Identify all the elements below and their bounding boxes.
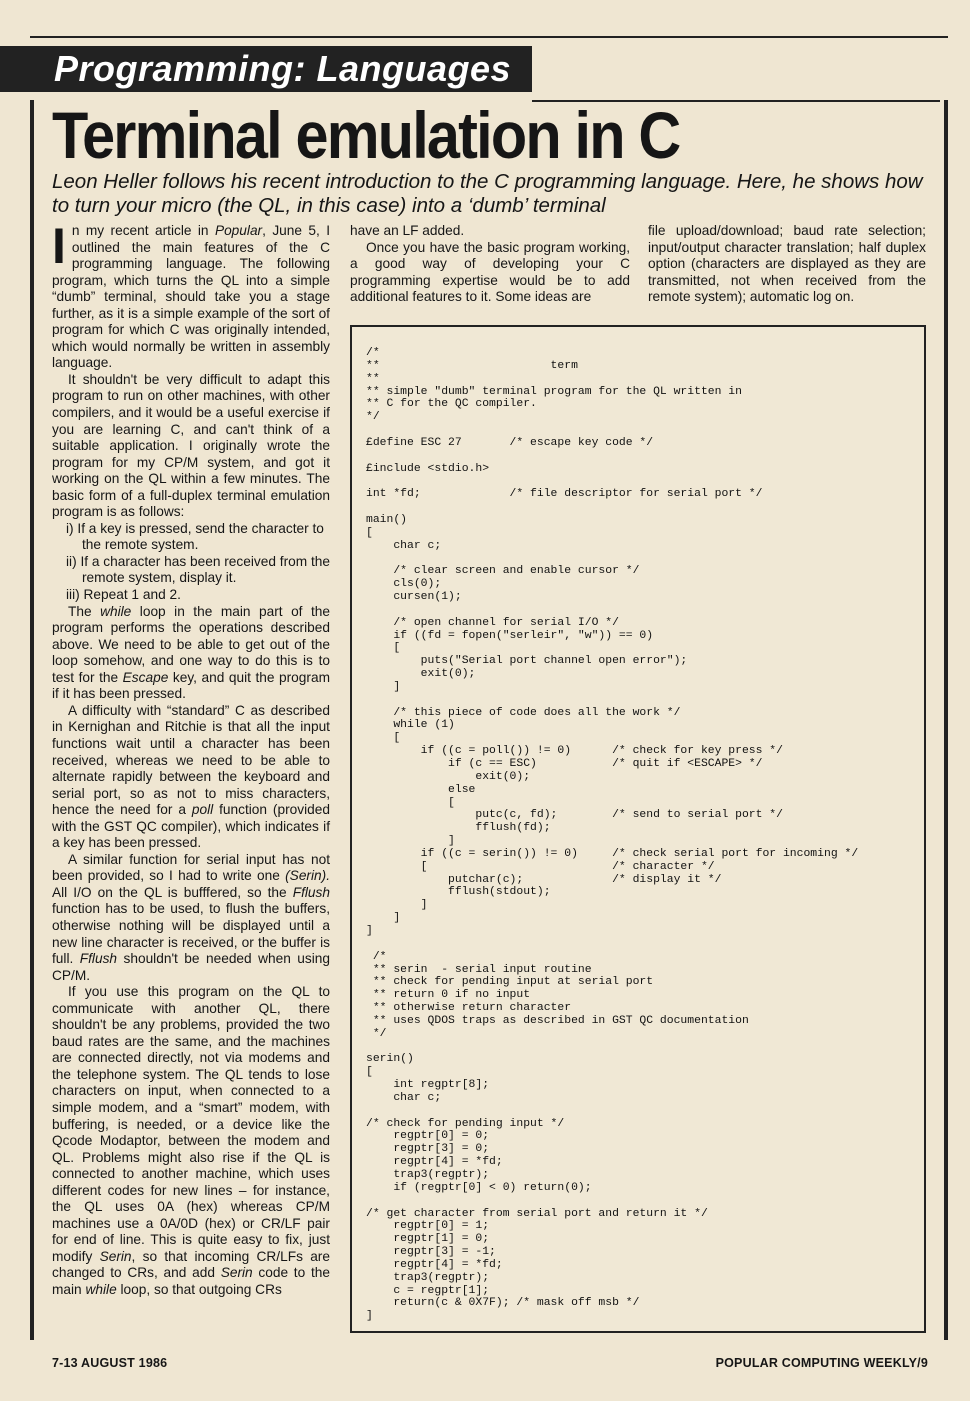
right-border-rule: [944, 100, 948, 1340]
paragraph-intro: [52, 218, 330, 372]
section-banner: Programming: Languages: [0, 46, 532, 92]
headline: Terminal emulation in C: [52, 98, 680, 172]
article-column-1: [52, 218, 331, 1299]
paragraph: [52, 604, 330, 703]
paragraph: [52, 703, 330, 852]
text-run: If you use this program on the QL to communicate with another QL, there shouldn't be any problems, provided the two baud rates are the same, and the machines are connected directly, not via modems and the telephone system. The QL tends to lose characters on input, when connected to a simple modem, and a “smart” modem, with buffering, is needed, or a device like the Qcode Modaptor, between the modem and QL. Problems might also rise if the QL is connected to another machine, which uses different codes for new lines – for instance, the QL uses 0A (hex) whereas CP/M machines use a 0A/0D (hex) or CR/LF pair for end of line. This is quite easy to fix, just modify: [52, 984, 330, 1264]
footer-publication: POPULAR COMPUTING WEEKLY/9: [715, 1356, 928, 1370]
article-column-3: [648, 223, 926, 306]
text-run: The: [68, 603, 101, 619]
article-column-2: [350, 223, 630, 306]
steps-list: [52, 521, 330, 604]
paragraph: [52, 852, 330, 984]
drop-cap: I: [52, 218, 66, 274]
text-run-italic: Serin: [220, 1265, 253, 1281]
standfirst: Leon Heller follows his recent introduction to the C programming language. Here, he shows how to turn your micro (the QL, in this case) into a ‘dumb’ terminal: [52, 170, 923, 217]
top-rule: [30, 36, 948, 38]
paragraph: file upload/download; baud rate selection; input/output character translation; half duplex option (characters are displayed as they are transmitted, not when received from the remote system); automatic log on.: [648, 223, 926, 305]
text-run: All I/O on the QL is bufffered, so the: [52, 884, 293, 900]
text-run-italic: Popular: [214, 223, 263, 238]
text-run: A similar function for serial input has not been provided, so I had to write one: [52, 851, 330, 884]
text-run: function has to be used, to flush the buffers, otherwise nothing will be displayed until a new line character is received, or the buffer is full.: [52, 901, 330, 967]
paragraph: Once you have the basic program working, a good way of developing your C programming expertise would be to add additional features to it. Some ideas are: [350, 239, 630, 305]
text-run-italic: Escape: [122, 669, 169, 685]
code-listing-box: [350, 325, 926, 1333]
paragraph: It shouldn't be very difficult to adapt this program to run on other machines, with other compilers, and it would be a useful exercise if you are learning C, and can't think of a suitable application. I originally wrote the program for my CP/M system, and got it working on the QL within a few minutes. The basic form of a full-duplex terminal emulation program is as follows:: [52, 371, 330, 520]
text-run-italic: while: [85, 1282, 117, 1297]
text-run: n my recent article in: [71, 223, 215, 238]
text-run-italic: poll: [191, 802, 214, 818]
footer-date: 7-13 AUGUST 1986: [52, 1356, 168, 1370]
list-item: i) If a key is pressed, send the character to the remote system.: [66, 520, 324, 553]
paragraph: have an LF added.: [350, 223, 465, 238]
list-item: iii) Repeat 1 and 2.: [66, 587, 181, 603]
code-listing: /* ** term ** ** simple "dumb" terminal program for the QL written in ** C for the QC compiler. */ £define ESC 27 /* escape key code */ £include <stdio.h> int *fd; /* file descriptor for serial port */ main() [ char c; /* clear screen and enable cursor */ cls(0); cursen(1); /* open channel for serial I/O */ if ((fd = fopen("serleir", "w")) == 0) [ puts("Serial port channel open error"); exit(0); ] /* this piece of code does all the work */ while (1) [ if ((c = poll()) != 0) /* check for key press */ if (c == ESC) /* quit if <ESCAPE> */ exit(0); else [ putc(c, fd); /* send to serial port */ fflush(fd); ] if ((c = serin()) != 0) /* check serial port for incoming */ [ /* character */ putchar(c); /* display it */ fflush(stdout); ] ] ] /* ** serin - serial input routine ** check for pending input at serial port ** return 0 if no input ** otherwise return character ** uses QDOS traps as described in GST QC documentation */ serin() [ int regptr[8]; char c; /* check for pending input */ regptr[0] = 0; regptr[3] = 0; regptr[4] = *fd; trap3(regptr); if (regptr[0] < 0) return(0); /* get character from serial port and return it */ regptr[0] = 1; regptr[1] = 0; regptr[3] = -1; regptr[4] = *fd; trap3(regptr); c = regptr[1]; return(c & 0X7F); /* mask off msb */ ]: [366, 347, 859, 1323]
text-run: , June 5, I outlined the main features of the C programming language. The following program, which turns the QL into a simple “dumb” terminal, should take you a stage further, as it is a simple example of the sort of program for which C was originally intended, which would normally be written in assembly language.: [52, 223, 330, 371]
text-run: function (provided with the GST QC compiler), which indicates if a key has been pressed.: [52, 802, 330, 851]
text-run-italic: Serin: [99, 1248, 132, 1264]
left-border-rule: [30, 100, 34, 1340]
text-run-italic: (Serin).: [285, 868, 330, 884]
paragraph: [52, 984, 330, 1298]
text-run: code to the main: [52, 1265, 330, 1297]
text-run: , so that incoming CR/LFs are changed to CRs, and add: [52, 1248, 330, 1281]
text-run-italic: while: [100, 603, 132, 619]
text-run-italic: Fflush: [292, 884, 330, 900]
text-run: loop in the main part of the program performs the operations described above. We need to be able to get out of the loop somehow, and one way to do this is to test for the: [52, 603, 331, 685]
text-run: shouldn't be needed when using CP/M.: [52, 951, 331, 983]
text-run-italic: Fflush: [79, 951, 118, 967]
text-run: key, and quit the program if it has been pressed.: [52, 669, 330, 702]
text-run: loop, so that outgoing CRs: [116, 1282, 282, 1297]
list-item: ii) If a character has been received from the remote system, display it.: [66, 553, 330, 586]
text-run: A difficulty with “standard” C as described in Kernighan and Ritchie is that all the input functions wait until a character has been received, whereas we need to be able to alternate rapidly between the keyboard and serial port, so as not to miss characters, hence the need for a: [52, 702, 330, 818]
